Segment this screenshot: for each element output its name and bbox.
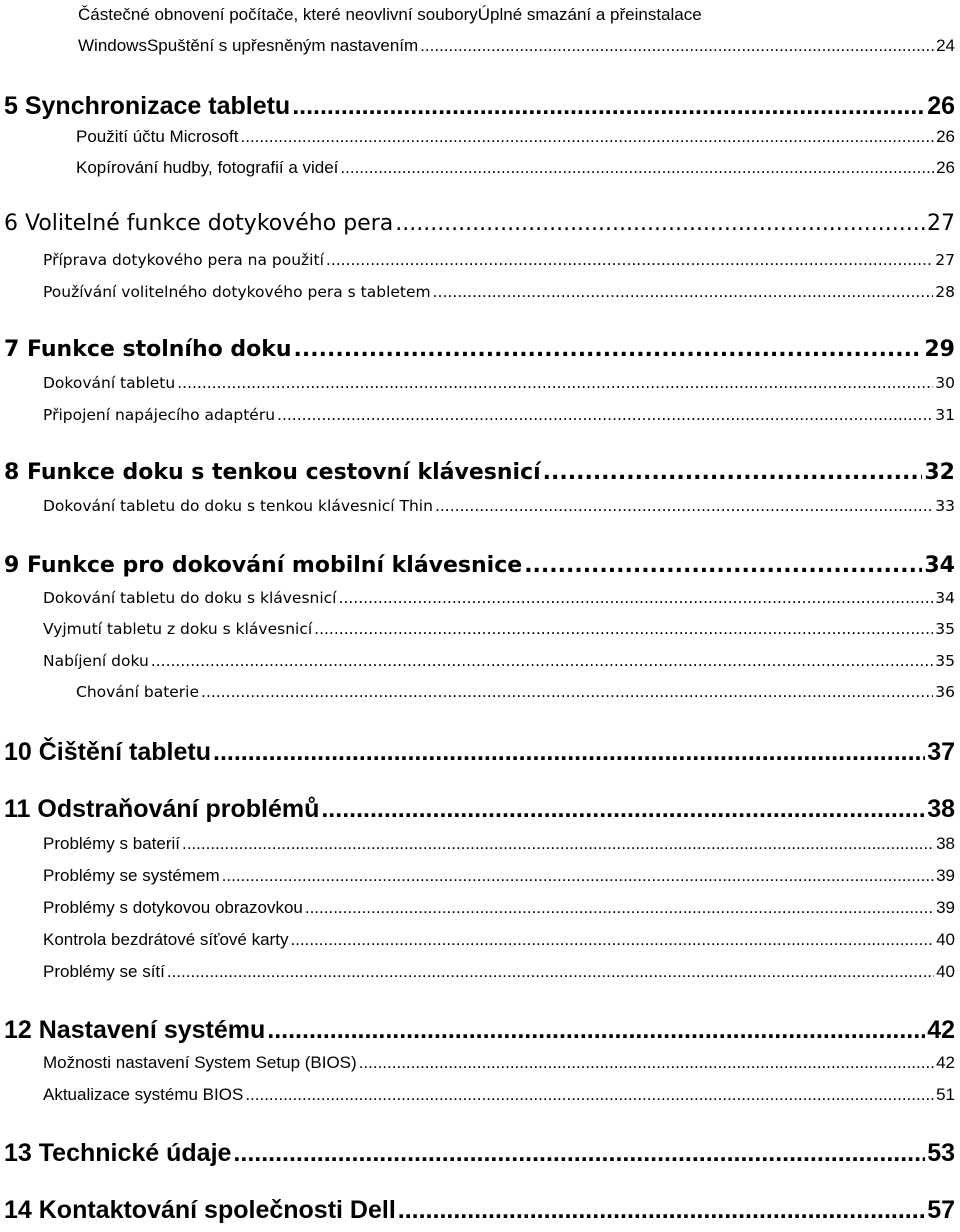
toc-page-number: 57 xyxy=(927,1196,955,1224)
toc-section-title: Nabíjení doku xyxy=(43,652,149,670)
dot-leader xyxy=(233,1141,925,1166)
dot-leader xyxy=(398,1198,925,1223)
toc-chapter-10[interactable] xyxy=(4,740,955,765)
toc-page-number: 35 xyxy=(935,620,955,638)
dot-leader xyxy=(314,622,933,638)
toc-page-number: 34 xyxy=(935,589,955,607)
toc-section-12-1[interactable] xyxy=(43,1054,955,1071)
dot-leader xyxy=(420,37,934,54)
dot-leader xyxy=(359,1054,934,1071)
toc-section-title: Problémy s dotykovou obrazovkou xyxy=(43,898,303,917)
toc-page-number: 39 xyxy=(936,898,955,917)
toc-page-number: 34 xyxy=(924,553,955,578)
toc-chapter-title: 10 Čištění tabletu xyxy=(4,738,211,766)
toc-page-number: 39 xyxy=(936,866,955,885)
toc-page-number: 35 xyxy=(935,652,955,670)
dot-leader xyxy=(241,128,935,145)
dot-leader xyxy=(543,462,923,484)
toc-chapter-title: 14 Kontaktování společnosti Dell xyxy=(4,1196,396,1224)
toc-page-number: 26 xyxy=(927,92,955,120)
toc-page-number: 42 xyxy=(927,1016,955,1044)
toc-section-title: Chování baterie xyxy=(76,683,200,701)
toc-section-5-1[interactable] xyxy=(76,128,955,145)
dot-leader xyxy=(433,285,934,301)
toc-section-7-2[interactable] xyxy=(43,408,955,424)
toc-page-number: 26 xyxy=(936,127,955,146)
toc-section-title: Problémy se sítí xyxy=(43,962,165,981)
dot-leader xyxy=(321,797,925,822)
toc-chapter-title: 12 Nastavení systému xyxy=(4,1016,266,1044)
toc-chapter-title: 13 Technické údaje xyxy=(4,1139,232,1167)
toc-chapter-9[interactable] xyxy=(4,555,955,577)
toc-section-title: Problémy s baterií xyxy=(43,834,180,853)
toc-chapter-6[interactable] xyxy=(4,213,955,235)
dot-leader xyxy=(326,253,933,269)
toc-section-title: Aktualizace systému BIOS xyxy=(43,1085,244,1104)
toc-section-title: Příprava dotykového pera na použití xyxy=(43,251,324,269)
toc-entry-wrapped-line1[interactable] xyxy=(78,6,702,23)
toc-page-number: 38 xyxy=(927,795,955,823)
toc-section-title: Kopírování hudby, fotografií a videí xyxy=(76,158,339,177)
toc-section-title: Připojení napájecího adaptéru xyxy=(43,406,276,424)
toc-section-9-2[interactable] xyxy=(43,622,955,638)
dot-leader xyxy=(222,867,934,884)
toc-section-7-1[interactable] xyxy=(43,376,955,392)
dot-leader xyxy=(339,591,934,607)
toc-page-number: 38 xyxy=(936,834,955,853)
toc-section-6-1[interactable] xyxy=(43,253,955,269)
toc-section-title: Kontrola bezdrátové síťové karty xyxy=(43,930,289,949)
dot-leader xyxy=(305,899,934,916)
toc-page-number: 32 xyxy=(924,460,955,485)
toc-section-11-5[interactable] xyxy=(43,963,955,980)
toc-section-title: Vyjmutí tabletu z doku s klávesnicí xyxy=(43,620,313,638)
toc-chapter-title: 8 Funkce doku s tenkou cestovní klávesnicí xyxy=(4,460,541,485)
toc-chapter-7[interactable] xyxy=(4,339,955,361)
dot-leader xyxy=(182,835,934,852)
toc-page-number: 42 xyxy=(936,1053,955,1072)
toc-chapter-14[interactable] xyxy=(4,1198,955,1223)
toc-chapter-13[interactable] xyxy=(4,1141,955,1166)
toc-section-5-2[interactable] xyxy=(76,159,955,176)
toc-section-11-1[interactable] xyxy=(43,835,955,852)
dot-leader xyxy=(340,159,934,176)
toc-chapter-title: 5 Synchronizace tabletu xyxy=(4,92,291,120)
toc-section-11-2[interactable] xyxy=(43,867,955,884)
toc-chapter-12[interactable] xyxy=(4,1018,955,1043)
toc-chapter-5[interactable] xyxy=(4,94,955,119)
toc-page-number: 37 xyxy=(927,738,955,766)
toc-page-number: 51 xyxy=(936,1085,955,1104)
dot-leader xyxy=(277,408,933,424)
toc-page-number: 29 xyxy=(924,337,955,362)
toc-page-number: 40 xyxy=(936,962,955,981)
toc-section-title: Problémy se systémem xyxy=(43,866,220,885)
dot-leader xyxy=(167,963,934,980)
toc-chapter-title: 6 Volitelné funkce dotykového pera xyxy=(4,211,394,236)
toc-page-number: 28 xyxy=(935,283,955,301)
toc-chapter-title: 9 Funkce pro dokování mobilní klávesnice xyxy=(4,553,523,578)
toc-section-11-3[interactable] xyxy=(43,899,955,916)
toc-page-number: 27 xyxy=(935,251,955,269)
toc-section-11-4[interactable] xyxy=(43,931,955,948)
toc-section-title: Dokování tabletu do doku s tenkou klávesnicí Thin xyxy=(43,497,433,515)
toc-chapter-8[interactable] xyxy=(4,462,955,484)
dot-leader xyxy=(177,376,933,392)
dot-leader xyxy=(395,213,925,235)
toc-section-title: Dokování tabletu do doku s klávesnicí xyxy=(43,589,337,607)
toc-section-title: Používání volitelného dotykového pera s tabletem xyxy=(43,283,431,301)
toc-subsection-9-3-1[interactable] xyxy=(76,685,955,701)
dot-leader xyxy=(292,94,925,119)
toc-section-6-2[interactable] xyxy=(43,285,955,301)
toc-section-12-2[interactable] xyxy=(43,1086,955,1103)
toc-chapter-11[interactable] xyxy=(4,797,955,822)
toc-section-9-1[interactable] xyxy=(43,591,955,607)
dot-leader xyxy=(151,654,933,670)
toc-entry-wrapped-line2[interactable] xyxy=(78,37,955,54)
toc-section-title: Možnosti nastavení System Setup (BIOS) xyxy=(43,1053,357,1072)
toc-page-number: 33 xyxy=(935,497,955,515)
toc-chapter-title: 11 Odstraňování problémů xyxy=(4,795,320,823)
toc-chapter-title: 7 Funkce stolního doku xyxy=(4,337,292,362)
toc-page-number: 40 xyxy=(936,930,955,949)
dot-leader xyxy=(245,1086,934,1103)
dot-leader xyxy=(294,339,923,361)
toc-page-number: 30 xyxy=(935,374,955,392)
dot-leader xyxy=(435,499,933,515)
dot-leader xyxy=(267,1018,925,1043)
toc-section-title: Použití účtu Microsoft xyxy=(76,127,239,146)
toc-section-8-1[interactable] xyxy=(43,499,955,515)
dot-leader xyxy=(213,740,925,765)
toc-page-number: 31 xyxy=(935,406,955,424)
toc-page-number: 26 xyxy=(936,158,955,177)
toc-page-number: 24 xyxy=(936,36,955,55)
toc-page-number: 27 xyxy=(927,211,955,236)
toc-entry-label: Částečné obnovení počítače, které neovlivní souboryÚplné smazání a přeinstalace xyxy=(78,5,702,24)
dot-leader xyxy=(201,685,933,701)
toc-section-9-3[interactable] xyxy=(43,654,955,670)
toc-entry-label: WindowsSpuštění s upřesněným nastavením xyxy=(78,36,419,55)
dot-leader xyxy=(290,931,934,948)
toc-page-number: 36 xyxy=(935,683,955,701)
toc-section-title: Dokování tabletu xyxy=(43,374,176,392)
toc-page-number: 53 xyxy=(927,1139,955,1167)
dot-leader xyxy=(524,555,922,577)
